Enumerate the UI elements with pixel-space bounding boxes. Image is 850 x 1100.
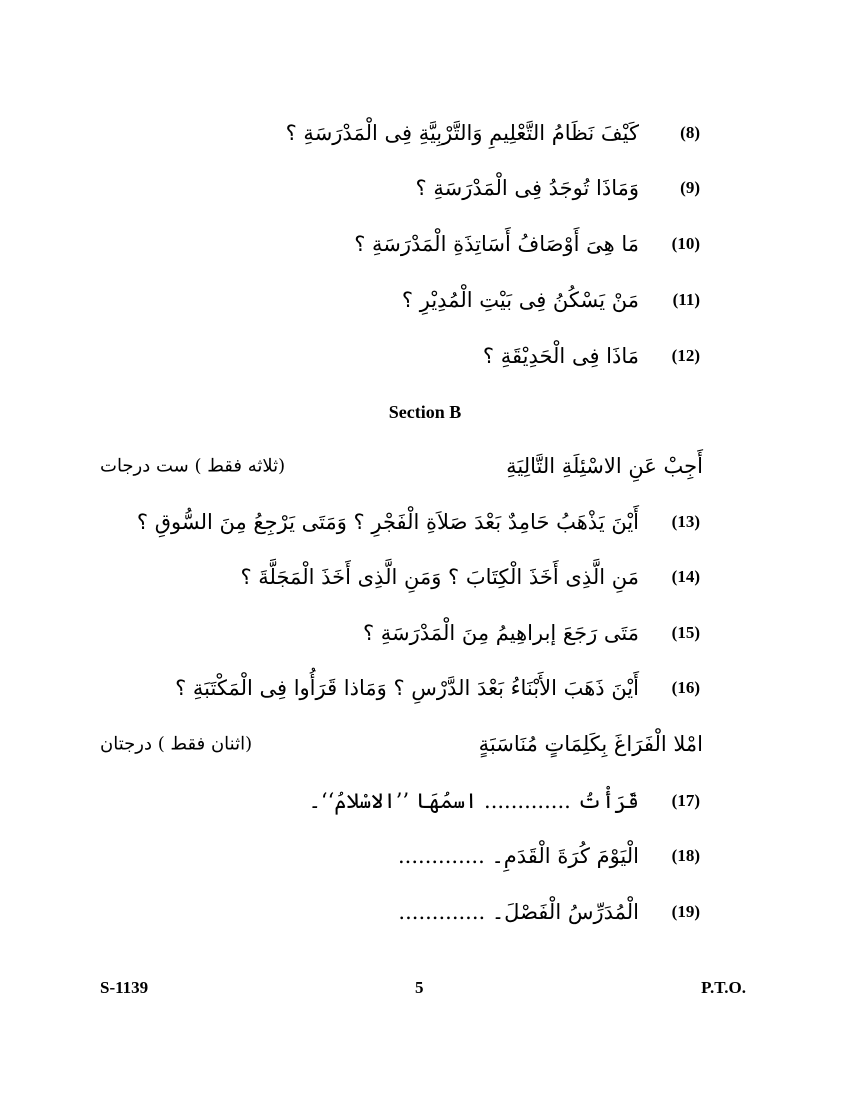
- question-text: الْيَوْمَ كُرَةَ الْقَدَمِ۔ .............: [398, 844, 639, 868]
- question-text: مَتَى رَجَعَ إبراهِيمُ مِنَ الْمَدْرَسَةِ ؟: [362, 621, 639, 645]
- question-row: [100, 280, 703, 320]
- question-text: أَيْنَ يَذْهَبُ حَامِدٌ بَعْدَ صَلاَةِ الْفَجْرِ ؟ وَمَتَى يَرْجِعُ مِنَ السُّوقِ ؟: [136, 510, 639, 534]
- section-title: Section B: [388, 402, 462, 422]
- question-text: وَمَاذَا تُوجَدُ فِى الْمَدْرَسَةِ ؟: [415, 176, 639, 200]
- question-text: مَنْ يَسْكُنُ فِى بَيْتِ الْمُدِيْرِ ؟: [401, 288, 639, 312]
- question-row: [100, 892, 703, 932]
- question-number: (13): [671, 512, 700, 531]
- question-row: [100, 557, 703, 597]
- question-number: (19): [671, 902, 700, 921]
- question-text: مَا هِىَ أَوْصَافُ أَسَاتِذَةِ الْمَدْرَسَةِ ؟: [354, 232, 639, 256]
- question-number: (16): [671, 678, 700, 697]
- question-number: (15): [671, 623, 700, 642]
- question-number: (14): [671, 567, 700, 586]
- question-row: [100, 781, 703, 821]
- question-text: مَنِ الَّذِى أَخَذَ الْكِتَابَ ؟ وَمَنِ الَّذِى أَخَذَ الْمَجَلَّةَ ؟: [240, 565, 639, 589]
- instruction-row: [100, 446, 703, 486]
- instruction-marks: (ثلاثه فقط ) ست درجات: [100, 455, 286, 477]
- question-text: كَيْفَ نَظَامُ التَّعْلِيمِ وَالتَّرْبِيَّةِ فِى الْمَدْرَسَةِ ؟: [285, 121, 639, 145]
- question-text: أَيْنَ ذَهَبَ الأَبْنَاءُ بَعْدَ الدَّرْسِ ؟ وَمَاذا قَرَأُوا فِى الْمَكْتَبَةِ ؟: [175, 676, 639, 700]
- question-number: (8): [680, 123, 700, 142]
- question-number: (10): [671, 234, 700, 253]
- instruction-text: أَجِبْ عَنِ الاسْئِلَةِ التَّالِيَةِ: [506, 454, 703, 478]
- page-number: 5: [415, 978, 424, 997]
- instruction-text: امْلا الْفَرَاغَ بِكَلِمَاتٍ مُنَاسَبَةٍ: [478, 732, 703, 756]
- question-row: [100, 168, 703, 208]
- question-row: [100, 668, 703, 708]
- question-number: (9): [680, 178, 700, 197]
- instruction-marks: (اثنان فقط ) درجتان: [100, 733, 253, 755]
- instruction-row: [100, 724, 703, 764]
- question-text: مَاذَا فِى الْحَدِيْقَةِ ؟: [482, 344, 639, 368]
- question-number: (18): [671, 846, 700, 865]
- question-number: (11): [672, 290, 700, 309]
- question-row: [100, 502, 703, 542]
- question-row: [100, 224, 703, 264]
- question-number: (12): [671, 346, 700, 365]
- question-row: [100, 613, 703, 653]
- question-row: [100, 836, 703, 876]
- question-number: (17): [671, 791, 700, 810]
- footer-code: S-1139: [100, 978, 149, 997]
- pto-label: P.T.O.: [701, 978, 746, 997]
- question-text: قَرَأْتُ ............. اسمُهَا ’’الاسْلامُ‘‘۔: [308, 789, 639, 813]
- question-row: [100, 113, 703, 153]
- question-text: الْمُدَرِّسُ الْفَصْلَ۔ .............: [398, 900, 639, 924]
- question-row: [100, 336, 703, 376]
